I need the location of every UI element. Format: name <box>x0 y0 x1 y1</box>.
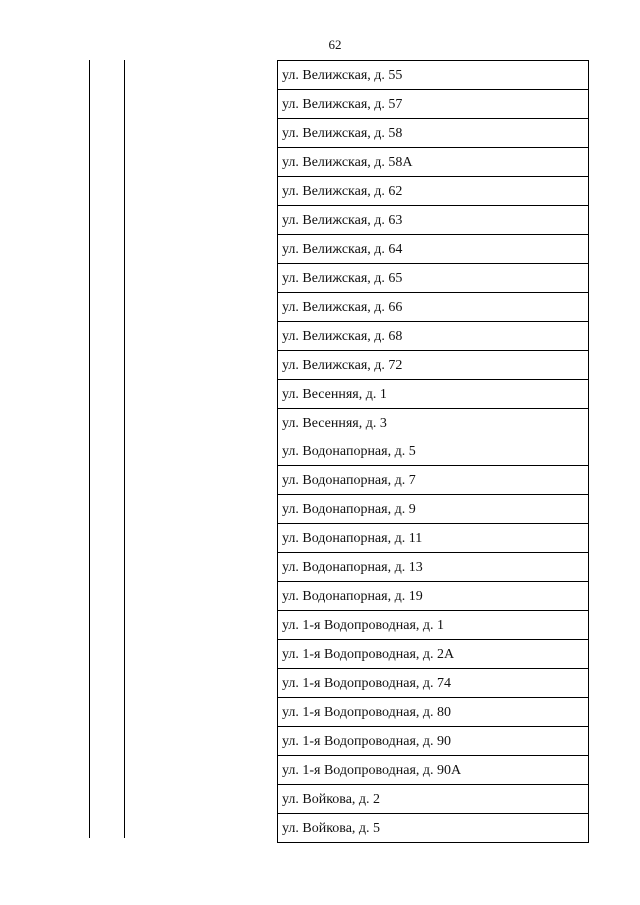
table-column-border-inner <box>124 60 125 838</box>
table-row <box>278 785 588 814</box>
table-row <box>278 814 588 843</box>
table-row <box>278 148 588 177</box>
address-text: ул. Велижская, д. 65 <box>282 271 403 286</box>
table-row <box>278 698 588 727</box>
address-text: ул. Водонапорная, д. 9 <box>282 502 416 517</box>
address-text: ул. Велижская, д. 66 <box>282 300 403 315</box>
table-row <box>278 553 588 582</box>
table-row <box>278 90 588 119</box>
address-text: ул. Водонапорная, д. 7 <box>282 473 416 488</box>
table-row <box>278 177 588 206</box>
address-text: ул. 1-я Водопроводная, д. 1 <box>282 618 445 633</box>
address-text: ул. 1-я Водопроводная, д. 2А <box>282 647 455 662</box>
address-text: ул. Велижская, д. 63 <box>282 213 403 228</box>
address-text: ул. Водонапорная, д. 13 <box>282 560 423 575</box>
address-text: ул. Велижская, д. 58А <box>282 155 413 170</box>
table-row <box>278 640 588 669</box>
table-row <box>278 409 588 466</box>
table-row <box>278 466 588 495</box>
table-row <box>278 322 588 351</box>
table-row <box>278 582 588 611</box>
table-row <box>278 61 588 90</box>
table-row <box>278 756 588 785</box>
table-row <box>278 235 588 264</box>
address-text: ул. 1-я Водопроводная, д. 80 <box>282 705 452 720</box>
address-text: ул. Водонапорная, д. 19 <box>282 589 423 604</box>
table-column-border-left <box>89 60 90 838</box>
table-row <box>278 727 588 756</box>
table-row <box>278 293 588 322</box>
table-row <box>278 380 588 409</box>
table-row <box>278 524 588 553</box>
page-number: 62 <box>328 37 342 52</box>
address-text: ул. Велижская, д. 58 <box>282 126 403 141</box>
address-text: ул. Войкова, д. 2 <box>282 792 381 807</box>
address-text: ул. 1-я Водопроводная, д. 90А <box>282 763 462 778</box>
table-row <box>278 351 588 380</box>
address-text: ул. 1-я Водопроводная, д. 74 <box>282 676 452 691</box>
table-row <box>278 264 588 293</box>
address-text: ул. Весенняя, д. 1 <box>282 387 387 402</box>
table-row <box>278 206 588 235</box>
address-text: ул. Велижская, д. 64 <box>282 242 403 257</box>
table-row <box>278 495 588 524</box>
address-table <box>277 60 589 843</box>
address-text: ул. 1-я Водопроводная, д. 90 <box>282 734 452 749</box>
table-row <box>278 611 588 640</box>
address-text: ул. Водонапорная, д. 5 <box>282 444 416 459</box>
address-text: ул. Весенняя, д. 3 <box>282 416 387 431</box>
address-text: ул. Войкова, д. 5 <box>282 821 381 836</box>
address-text: ул. Велижская, д. 68 <box>282 329 403 344</box>
address-text: ул. Велижская, д. 55 <box>282 68 403 83</box>
table-row <box>278 119 588 148</box>
address-text: ул. Велижская, д. 62 <box>282 184 403 199</box>
address-text: ул. Водонапорная, д. 11 <box>282 531 423 546</box>
address-text: ул. Велижская, д. 72 <box>282 358 403 373</box>
address-text: ул. Велижская, д. 57 <box>282 97 403 112</box>
table-row <box>278 669 588 698</box>
